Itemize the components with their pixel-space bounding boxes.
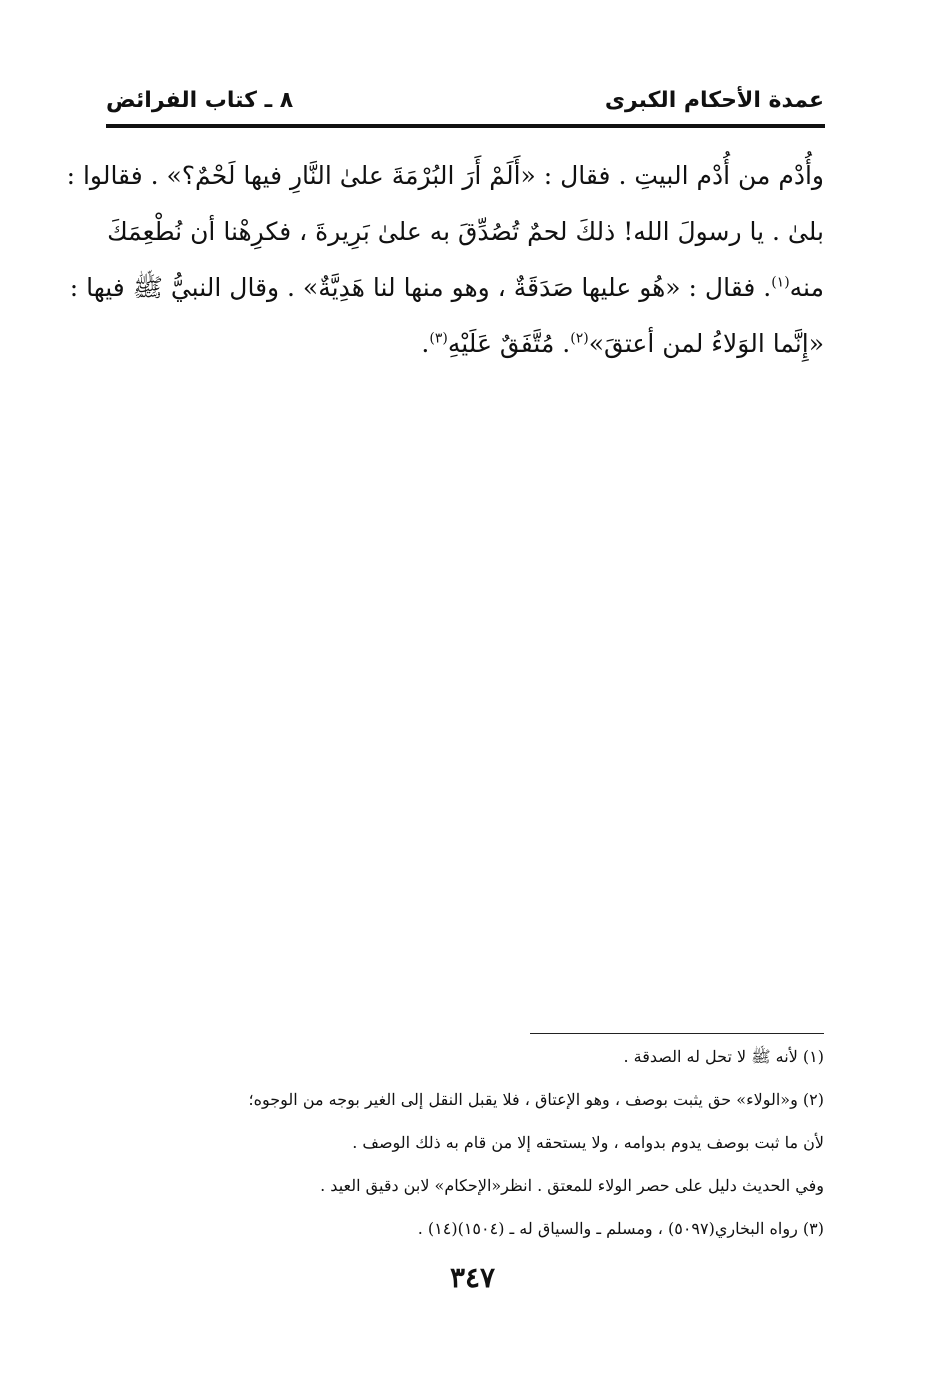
text-fragment: منه xyxy=(789,273,824,302)
text-fragment: «إِنَّما الوَلاءُ لمن أعتقَ» xyxy=(588,329,824,358)
footnote-marker: (٢) xyxy=(570,330,589,347)
page-number: ٣٤٧ xyxy=(449,1261,496,1294)
running-header xyxy=(106,86,824,120)
header-rule xyxy=(106,124,825,128)
book-title: عمدة الأحكام الكبرى xyxy=(604,88,824,113)
text-line xyxy=(69,260,824,316)
footnotes xyxy=(100,1046,824,1261)
chapter-title: ٨ ـ كتاب الفرائض xyxy=(106,88,294,113)
text-line: وأُدْم من أُدْم البيتِ . فقال : «أَلَمْ أَرَ البُرْمَةَ علىٰ النَّارِ فيها لَحْمٌ؟» . فقالوا : xyxy=(66,161,824,190)
text-fragment: . xyxy=(421,329,430,358)
text-fragment: . فقال : «هُو عليها صَدَقَةٌ ، وهو منها لنا هَدِيَّةٌ» . وقال النبيُّ ﷺ فيها : xyxy=(69,273,772,302)
footnote-marker: (٣) xyxy=(429,330,448,347)
footnote: (١) لأنه ﷺ لا تحل له الصدقة . xyxy=(623,1047,824,1066)
footnote: لأن ما ثبت بوصف يدوم بدوامه ، ولا يستحقه إلا من قام به ذلك الوصف . xyxy=(352,1133,824,1152)
footnote-rule xyxy=(530,1033,824,1034)
text-line xyxy=(108,316,824,372)
footnote: (٢) و«الولاء» حق يثبت بوصف ، وهو الإعتاق ، فلا يقبل النقل إلى الغير بوجه من الوجوه؛ xyxy=(248,1090,824,1109)
text-line: بلىٰ . يا رسولَ الله! ذلكَ لحمٌ تُصُدِّقَ به علىٰ بَرِيرةَ ، فكرِهْنا أن نُطْعِمَكَ xyxy=(107,217,824,246)
footnote-marker: (١) xyxy=(771,274,790,291)
footnote: وفي الحديث دليل على حصر الولاء للمعتق . انظر«الإحكام» لابن دقيق العيد . xyxy=(320,1176,824,1195)
hadith-text xyxy=(66,148,824,372)
text-fragment: . مُتَّفَقٌ عَلَيْهِ xyxy=(447,329,571,358)
footnote: (٣) رواه البخاري(٥٠٩٧) ، ومسلم ـ والسياق له ـ (١٥٠٤)(١٤) . xyxy=(417,1219,824,1238)
